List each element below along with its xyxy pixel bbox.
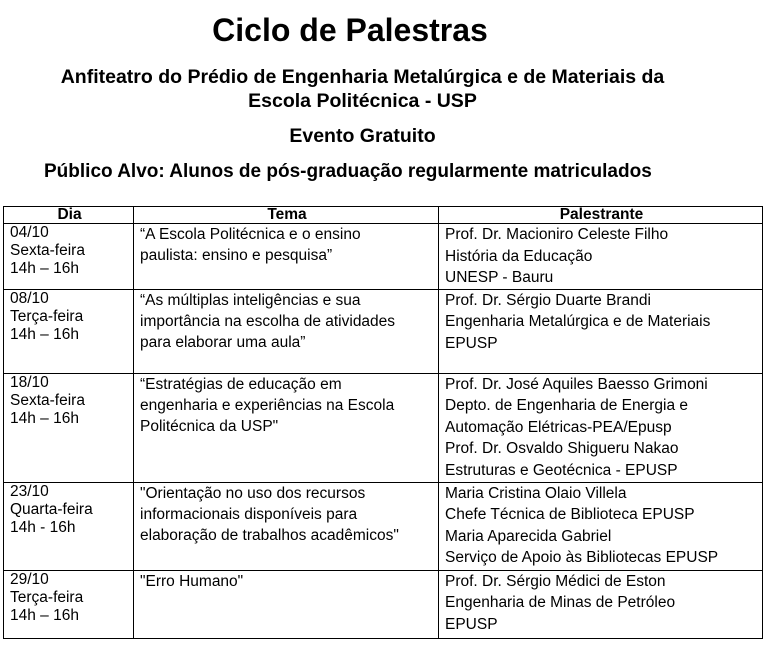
- day-cell: [4, 373, 134, 482]
- schedule-table: [3, 206, 763, 639]
- speaker-line: História da Educação: [445, 247, 593, 265]
- day-time: 14h – 16h: [10, 409, 79, 427]
- table-row: [4, 570, 763, 638]
- topic-line: Politécnica da USP": [140, 417, 279, 435]
- topic-line: elaboração de trabalhos acadêmicos": [140, 526, 399, 544]
- day-cell: [4, 482, 134, 570]
- topic-cell: [134, 570, 439, 638]
- speaker-line: EPUSP: [445, 334, 498, 352]
- day-time: 14h – 16h: [10, 325, 79, 343]
- speaker-line: EPUSP: [445, 615, 498, 633]
- day-cell: [4, 570, 134, 638]
- topic-line: para elaborar uma aula”: [140, 333, 306, 351]
- day-date: 18/10: [10, 373, 49, 391]
- topic-line: "Orientação no uso dos recursos: [140, 484, 366, 502]
- speaker-line: Estruturas e Geotécnica - EPUSP: [445, 461, 678, 479]
- speaker-line: Maria Cristina Olaio Villela: [445, 484, 627, 502]
- topic-cell: [134, 224, 439, 290]
- speaker-line: Prof. Dr. Sérgio Médici de Eston: [445, 572, 666, 590]
- day-date: 29/10: [10, 570, 49, 588]
- day-date: 08/10: [10, 289, 49, 307]
- column-header-topic: Tema: [134, 207, 439, 224]
- speaker-line: Engenharia de Minas de Petróleo: [445, 594, 676, 611]
- day-weekday: Terça-feira: [10, 307, 84, 325]
- topic-line: paulista: ensino e pesquisa”: [140, 247, 333, 264]
- speaker-line: Engenharia Metalúrgica e de Materiais: [445, 313, 711, 330]
- day-weekday: Sexta-feira: [10, 242, 85, 259]
- audience-label: Público Alvo: Alunos de pós-graduação regularmente matriculados: [44, 161, 652, 182]
- speaker-line: Automação Elétricas-PEA/Epusp: [445, 418, 672, 436]
- day-time: 14h - 16h: [10, 518, 76, 536]
- topic-line: “As múltiplas inteligências e sua: [140, 291, 361, 309]
- topic-cell: [134, 373, 439, 482]
- speaker-cell: [439, 289, 763, 373]
- topic-cell: [134, 289, 439, 373]
- speaker-line: Chefe Técnica de Biblioteca EPUSP: [445, 506, 695, 523]
- topic-line: "Erro Humano": [140, 572, 244, 590]
- day-cell: [4, 224, 134, 290]
- speaker-line: Maria Aparecida Gabriel: [445, 527, 612, 545]
- speaker-line: UNESP - Bauru: [445, 269, 554, 286]
- day-cell: [4, 289, 134, 373]
- day-date: 04/10: [10, 224, 49, 241]
- table-header-row: [4, 207, 763, 224]
- table-row: [4, 482, 763, 570]
- speaker-cell: [439, 373, 763, 482]
- speaker-line: Prof. Dr. Macioniro Celeste Filho: [445, 226, 669, 243]
- venue-line-1: Anfiteatro do Prédio de Engenharia Metalúrgica e de Materiais da: [60, 66, 665, 88]
- speaker-line: Depto. de Engenharia de Energia e: [445, 397, 689, 414]
- topic-cell: [134, 482, 439, 570]
- free-event-label: Evento Gratuito: [289, 125, 436, 147]
- speaker-line: Prof. Dr. Osvaldo Shigueru Nakao: [445, 440, 679, 457]
- day-time: 14h – 16h: [10, 260, 79, 277]
- day-time: 14h – 16h: [10, 606, 79, 624]
- venue-subtitle: [0, 65, 725, 113]
- topic-line: informacionais disponíveis para: [140, 505, 358, 523]
- speaker-cell: [439, 570, 763, 638]
- venue-line-2: Escola Politécnica - USP: [248, 90, 477, 112]
- column-header-day: Dia: [4, 207, 134, 224]
- day-weekday: Quarta-feira: [10, 500, 93, 518]
- speaker-line: Prof. Dr. José Aquiles Baesso Grimoni: [445, 375, 708, 393]
- table-row: [4, 373, 763, 482]
- day-date: 23/10: [10, 482, 49, 500]
- topic-line: importância na escolha de atividades: [140, 312, 396, 330]
- speaker-cell: [439, 224, 763, 290]
- page-title: Ciclo de Palestras: [212, 12, 488, 48]
- speaker-cell: [439, 482, 763, 570]
- speaker-line: Prof. Dr. Sérgio Duarte Brandi: [445, 291, 651, 309]
- topic-line: “Estratégias de educação em: [140, 375, 342, 393]
- topic-line: “A Escola Politécnica e o ensino: [140, 226, 361, 243]
- speaker-line: Serviço de Apoio às Bibliotecas EPUSP: [445, 549, 719, 566]
- day-weekday: Terça-feira: [10, 588, 84, 606]
- table-row: [4, 224, 763, 290]
- topic-line: engenharia e experiências na Escola: [140, 396, 395, 414]
- table-row: [4, 289, 763, 373]
- column-header-speaker: Palestrante: [439, 207, 763, 224]
- day-weekday: Sexta-feira: [10, 391, 85, 409]
